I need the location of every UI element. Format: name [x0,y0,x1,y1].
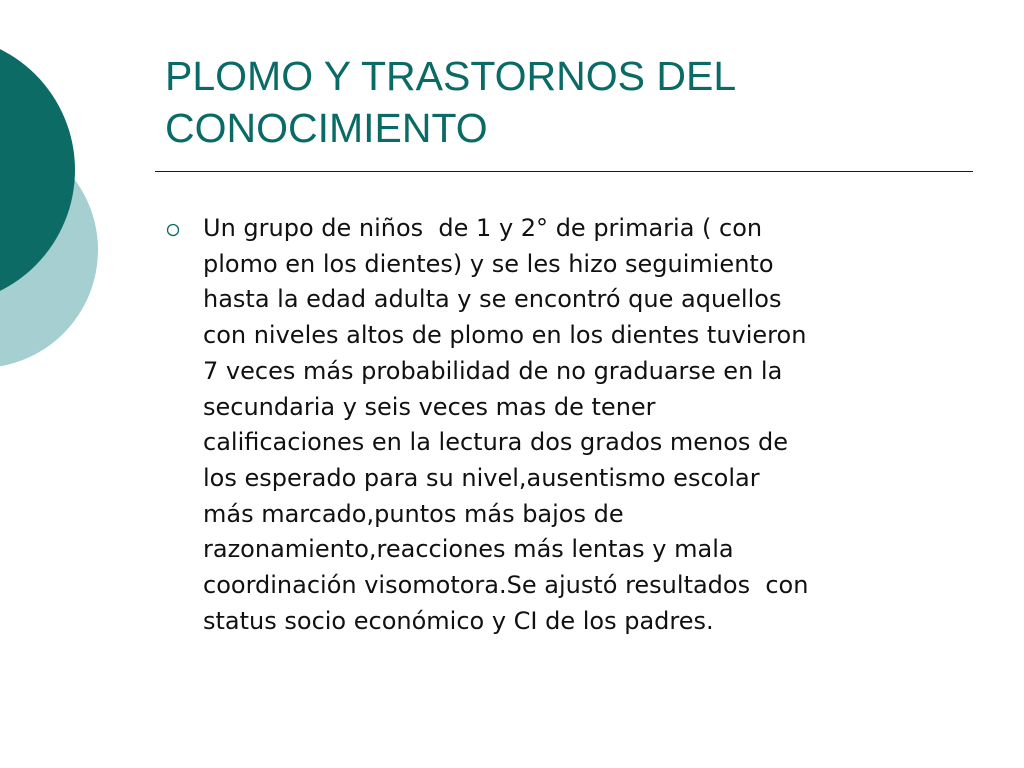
body-line: status socio económico y CI de los padres. [203,606,714,635]
slide-title-line-2: CONOCIMIENTO [165,105,488,151]
body-line: Un grupo de niños de 1 y 2° de primaria ( con [203,214,763,242]
title-divider [155,171,973,172]
slide-title [165,50,985,154]
body-line: 7 veces más probabilidad de no graduarse en la [203,356,783,385]
body-line: más marcado,puntos más bajos de [203,499,624,528]
body-line: los esperado para su nivel,ausentismo escolar [203,463,760,492]
slide-title-line-1: PLOMO Y TRASTORNOS DEL [165,53,737,99]
body-line: razonamiento,reacciones más lentas y mala [203,535,734,564]
hollow-circle-bullet-icon [166,223,180,237]
body-line: calificaciones en la lectura dos grados menos de [203,428,789,457]
body-line: coordinación visomotora.Se ajustó resultados con [203,571,809,600]
body-line: con niveles altos de plomo en los dientes tuvieron [203,321,807,350]
decorative-circles [0,0,120,420]
bullet-paragraph [203,211,993,639]
body-line: secundaria y seis veces mas de tener [203,392,656,421]
body-line: plomo en los dientes) y se les hizo seguimiento [203,249,774,278]
body-line: hasta la edad adulta y se encontró que aquellos [203,285,782,314]
